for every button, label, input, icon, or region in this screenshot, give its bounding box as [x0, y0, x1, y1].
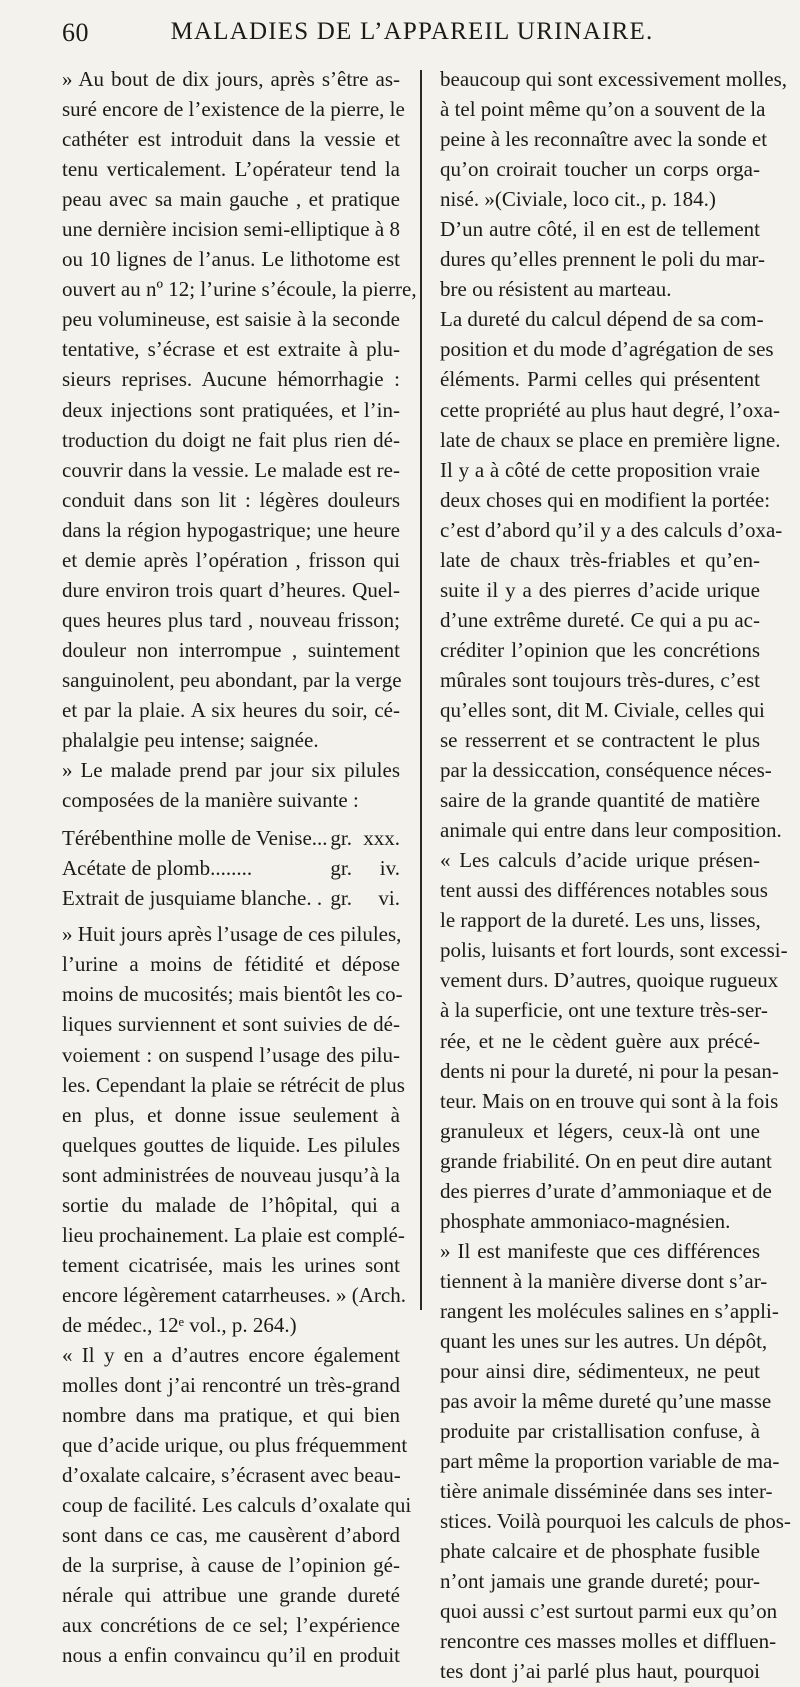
text-line: pas avoir la même dureté qu’une masse — [440, 1389, 772, 1414]
text-line: liques surviennent et sont suivies de dé- — [62, 1012, 400, 1037]
recipe-dose — [330, 883, 400, 913]
left-column-paragraphs — [62, 64, 417, 815]
text-line: c’est d’abord qu’il y a des calculs d’oxa- — [440, 517, 783, 542]
text-line: rée, et ne le cèdent guère aux précé- — [440, 1028, 760, 1053]
text-line: sont administrées de nouveau jusqu’à la — [62, 1162, 400, 1187]
text-line: tent aussi des différences notables sous — [440, 878, 768, 903]
text-line: quelques gouttes de liquide. Les pilules — [62, 1132, 400, 1157]
text-line: « Les calculs d’acide urique présen- — [440, 848, 760, 873]
text-line: éléments. Parmi celles qui présentent — [440, 367, 760, 392]
column-divider — [420, 70, 422, 1310]
text-line: teur. Mais on en trouve qui sont à la fois — [440, 1088, 779, 1113]
recipe-quantity: vi. — [378, 886, 400, 911]
text-line: les. Cependant la plaie se rétrécit de plus — [62, 1072, 405, 1097]
text-line: pour ainsi dire, sédimenteux, ne peut — [440, 1359, 760, 1384]
recipe-row — [62, 853, 400, 883]
left-column-paragraphs-continued — [62, 919, 412, 1670]
recipe-row — [62, 883, 400, 913]
text-line: late de chaux se place en première ligne. — [440, 427, 781, 452]
text-line: se resserrent et se contractent le plus — [440, 728, 760, 753]
text-line: dents ni pour la dureté, ni pour la pesan- — [440, 1058, 779, 1083]
text-line: suré encore de l’existence de la pierre, le — [62, 97, 405, 122]
text-line: sieurs reprises. Aucune hémorrhagie : — [62, 367, 400, 392]
right-column-paragraphs — [440, 64, 791, 1687]
text-line: n’ont jamais une grande dureté; pour- — [440, 1569, 760, 1594]
text-line: tiennent à la manière diverse dont s’ar- — [440, 1268, 768, 1293]
text-line: grande friabilité. On en peut dire autant — [440, 1148, 772, 1173]
recipe-unit: gr. — [330, 826, 352, 851]
text-line: une dernière incision semi-elliptique à 8 — [62, 217, 400, 242]
text-line: qu’on croirait toucher un corps orga- — [440, 157, 760, 182]
text-line: peau avec sa main gauche , et pratique — [62, 187, 400, 212]
text-line: tes dont j’ai parlé plus haut, pourquoi — [440, 1659, 760, 1684]
text-line: à tel point même qu’on a souvent de la — [440, 97, 766, 122]
text-line: rencontre ces masses molles et diffluen- — [440, 1629, 777, 1654]
text-line: dure environ trois quart d’heures. Quel- — [62, 577, 400, 602]
text-line: sanguinolent, peu abondant, par la verge — [62, 667, 402, 692]
text-line: et demie après l’opération , frisson qui — [62, 547, 400, 572]
text-line: beaucoup qui sont excessivement molles, — [440, 67, 788, 91]
text-line: ou 10 lignes de l’anus. Le lithotome est — [62, 247, 400, 272]
text-line: quant les unes sur les autres. Un dépôt, — [440, 1328, 768, 1353]
text-line: coup de facilité. Les calculs d’oxalate qui — [62, 1493, 412, 1518]
text-line: granuleux et légers, ceux-là ont une — [440, 1118, 760, 1143]
right-column — [440, 64, 791, 1687]
text-line: saire de la grande quantité de matière — [440, 788, 760, 813]
recipe-quantity: iv. — [379, 856, 400, 881]
text-line: nous a enfin convaincu qu’il en produit — [62, 1643, 400, 1668]
recipe-item: Acétate de plomb........ — [62, 856, 253, 881]
text-line: mûrales sont toujours très-dures, c’est — [440, 667, 760, 692]
text-line: bre ou résistent au marteau. — [440, 277, 672, 302]
text-line: lieu prochainement. La plaie est complé- — [62, 1222, 405, 1247]
text-line: D’un autre côté, il en est de tellement — [440, 217, 760, 242]
text-line: » Au bout de dix jours, après s’être as- — [62, 67, 400, 91]
recipe-unit: gr. — [330, 886, 352, 911]
text-line: rangent les molécules salines en s’appli- — [440, 1298, 779, 1323]
text-line: phalalgie peu intense; saignée. — [62, 728, 319, 753]
text-line: « Il y en a d’autres encore également — [62, 1342, 400, 1367]
text-line: stices. Voilà pourquoi les calculs de phos- — [440, 1509, 791, 1534]
text-line: molles dont j’ai rencontré un très-grand — [62, 1373, 400, 1398]
text-line: tière animale disséminée dans ses inter- — [440, 1479, 773, 1504]
text-line: l’urine a moins de fétidité et dépose — [62, 952, 400, 977]
text-line: » Le malade prend par jour six pilules — [62, 758, 400, 783]
recipe-row — [62, 823, 400, 853]
text-line: » Il est manifeste que ces différences — [440, 1238, 760, 1263]
text-line: phosphate ammoniaco-magnésien. — [440, 1208, 731, 1233]
text-line: peu volumineuse, est saisie à la seconde — [62, 307, 400, 332]
text-line: sortie du malade de l’hôpital, qui a — [62, 1192, 400, 1217]
text-line: ouvert au nº 12; l’urine s’écoule, la pierre, — [62, 277, 417, 302]
text-line: Il y a à côté de cette proposition vraie — [440, 457, 760, 482]
text-line: cette propriété au plus haut degré, l’oxa- — [440, 397, 780, 422]
text-line: polis, luisants et fort lourds, sont excessi- — [440, 938, 788, 963]
text-line: aux concrétions de ce sel; l’expérience — [62, 1613, 400, 1638]
text-line: sont dans ce cas, me causèrent d’abord — [62, 1523, 400, 1548]
text-line: phate calcaire et de phosphate fusible — [440, 1539, 760, 1564]
recipe-item: Extrait de jusquiame blanche. . — [62, 886, 323, 911]
text-line: position et du mode d’agrégation de ses — [440, 337, 774, 362]
text-line: encore légèrement catarrheuses. » (Arch. — [62, 1282, 406, 1307]
recipe-dose — [330, 823, 400, 853]
text-line: peine à les reconnaître avec la sonde et — [440, 127, 768, 152]
text-line: tenu verticalement. L’opérateur tend la — [62, 157, 400, 182]
recipe-spacer-top — [62, 815, 400, 823]
text-line: nisé. »(Civiale, loco cit., p. 184.) — [440, 187, 716, 212]
text-line: en plus, et donne issue seulement à — [62, 1102, 400, 1127]
text-line: de la surprise, à cause de l’opinion gé- — [62, 1553, 400, 1578]
text-line: nombre dans ma pratique, et qui bien — [62, 1403, 400, 1428]
text-line: par la dessiccation, conséquence néces- — [440, 758, 772, 783]
text-line: late de chaux très-friables et qu’en- — [440, 547, 760, 572]
text-line: ques heures plus tard , nouveau frisson; — [62, 607, 400, 632]
text-line: » Huit jours après l’usage de ces pilules, — [62, 922, 402, 947]
text-line: deux choses qui en modifient la portée: — [440, 487, 771, 512]
text-line: voiement : on suspend l’usage des pilu- — [62, 1042, 400, 1067]
text-line: qu’elles sont, dit M. Civiale, celles qui — [440, 697, 765, 722]
text-line: à la superficie, ont une texture très-ser- — [440, 998, 768, 1023]
page-header — [62, 18, 762, 54]
left-column — [62, 64, 417, 1670]
text-line: moins de mucosités; mais bientôt les co- — [62, 982, 403, 1007]
text-line: et par la plaie. A six heures du soir, cé- — [62, 697, 400, 722]
text-line: d’oxalate calcaire, s’écrasent avec beau- — [62, 1463, 401, 1488]
recipe-list — [62, 823, 400, 913]
running-title: MALADIES DE L’APPAREIL URINAIRE. — [170, 18, 654, 45]
page-number: 60 — [62, 18, 89, 47]
text-line: composées de la manière suivante : — [62, 788, 359, 813]
recipe-quantity: xxx. — [363, 826, 400, 851]
recipe-dose — [330, 853, 400, 883]
text-line: suite il y a des pierres d’acide urique — [440, 577, 760, 602]
text-line: que d’acide urique, ou plus fréquemment — [62, 1433, 408, 1458]
text-line: vement durs. D’autres, quoique rugueux — [440, 968, 779, 993]
text-line: troduction du doigt ne fait plus rien dé- — [62, 427, 400, 452]
text-line: tentative, s’écrase et est extraite à plu- — [62, 337, 400, 362]
text-line: le rapport de la dureté. Les uns, lisses, — [440, 908, 761, 933]
text-line: cathéter est introduit dans la vessie et — [62, 127, 400, 152]
text-line: dans la région hypogastrique; une heure — [62, 517, 400, 542]
text-line: douleur non interrompue , suintement — [62, 637, 400, 662]
recipe-unit: gr. — [330, 856, 352, 881]
text-line: deux injections sont pratiquées, et l’in- — [62, 397, 400, 422]
recipe-item: Térébenthine molle de Venise... — [62, 826, 328, 851]
text-line: de médec., 12ᵉ vol., p. 264.) — [62, 1312, 297, 1337]
text-line: quoi aussi c’est surtout parmi eux qu’on — [440, 1599, 778, 1624]
text-line: La dureté du calcul dépend de sa com- — [440, 307, 764, 332]
text-line: couvrir dans la vessie. Le malade est re- — [62, 457, 400, 482]
text-line: tement cicatrisée, mais les urines sont — [62, 1252, 400, 1277]
text-line: dures qu’elles prennent le poli du mar- — [440, 247, 765, 272]
text-line: part même la proportion variable de ma- — [440, 1449, 780, 1474]
text-line: animale qui entre dans leur composition. — [440, 818, 782, 843]
text-line: nérale qui attribue une grande dureté — [62, 1583, 400, 1608]
text-line: créditer l’opinion que les concrétions — [440, 637, 760, 662]
text-line: d’une extrême dureté. Ce qui a pu ac- — [440, 607, 760, 632]
text-line: conduit dans son lit : légères douleurs — [62, 487, 400, 512]
text-line: produite par cristallisation confuse, à — [440, 1419, 760, 1444]
text-line: des pierres d’urate d’ammoniaque et de — [440, 1178, 772, 1203]
